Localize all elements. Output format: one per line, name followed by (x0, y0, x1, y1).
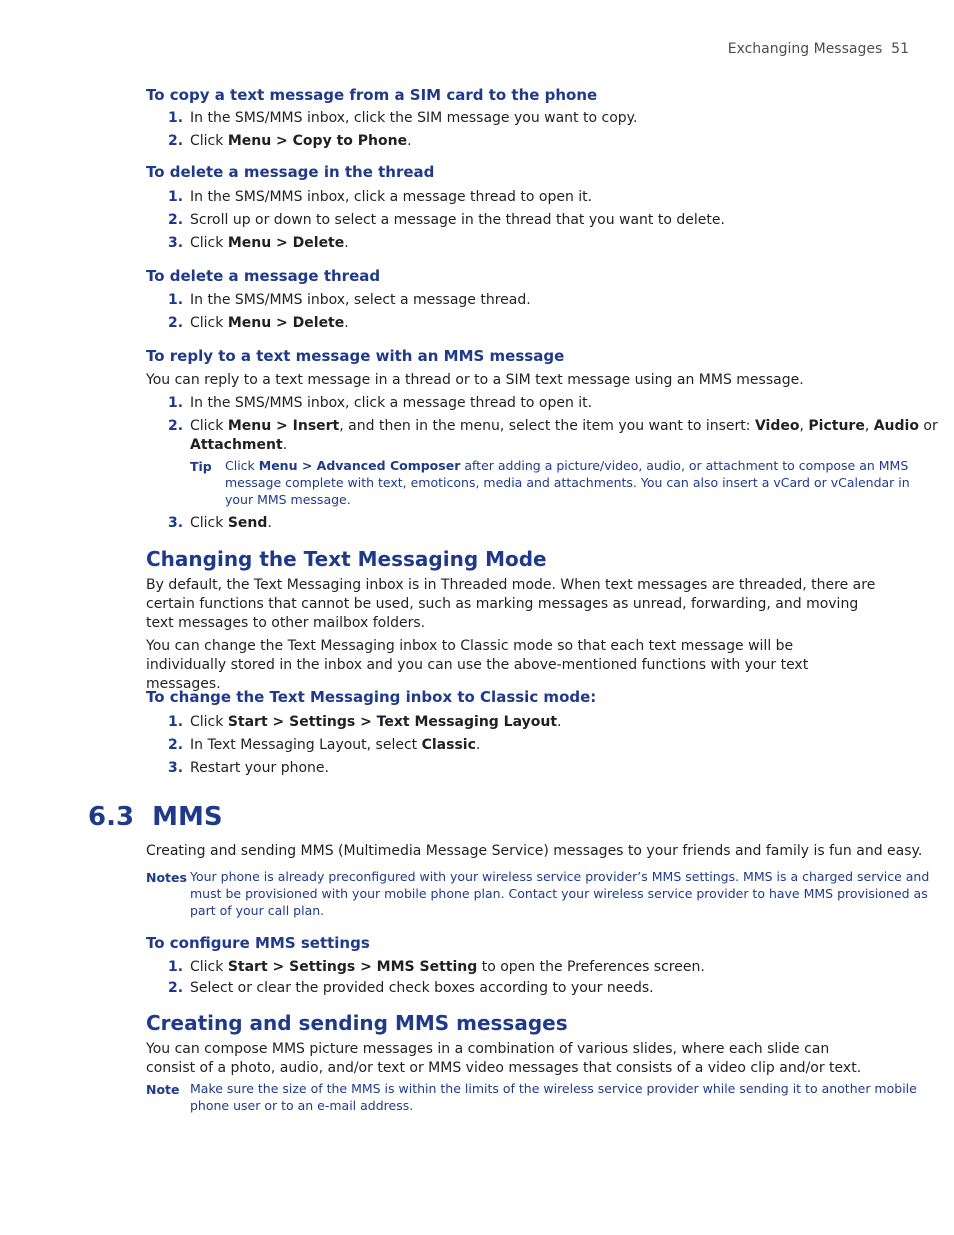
step-number: 1. (168, 292, 184, 308)
note-text: Make sure the size of the MMS is within the limits of the wireless service provider while sending it to another mobile (190, 1081, 917, 1096)
heading-classic-mode: To change the Text Messaging inbox to Classic mode: (146, 688, 597, 706)
heading-creating-mms: Creating and sending MMS messages (146, 1011, 568, 1035)
paragraph: By default, the Text Messaging inbox is in Threaded mode. When text messages are threaded, there are certain functions that cannot be used, such as marking messages as unread, forwarding, and moving text messages to other mailbox folders. (146, 577, 876, 631)
notes-label: Notes (146, 870, 187, 885)
paragraph: You can reply to a text message in a thread or to a SIM text message using an MMS message. (146, 372, 804, 388)
heading-changing-mode: Changing the Text Messaging Mode (146, 547, 547, 571)
page-number: 51 (891, 41, 909, 57)
step-number: 2. (168, 418, 184, 434)
step-number: 2. (168, 212, 184, 228)
step-text: Scroll up or down to select a message in the thread that you want to delete. (190, 212, 725, 228)
step-text: In the SMS/MMS inbox, click the SIM message you want to copy. (190, 110, 638, 126)
step-number: 1. (168, 189, 184, 205)
paragraph: You can compose MMS picture messages in a combination of various slides, where each slide can consist of a photo, audio, and/or text or MMS video messages that consists of a video clip and/or text. (146, 1041, 862, 1076)
step-text: Click Start > Settings > MMS Setting to open the Preferences screen. (190, 959, 705, 975)
header-text: Exchanging Messages (727, 41, 883, 57)
step-number: 2. (168, 133, 184, 149)
heading-reply-mms: To reply to a text message with an MMS message (146, 347, 565, 365)
step-text: Click Start > Settings > Text Messaging Layout. (190, 714, 562, 730)
note-text: phone user or to an e-mail address. (190, 1098, 414, 1113)
step-number: 3. (168, 515, 184, 531)
notes-text: Your phone is already preconfigured with your wireless service provider’s MMS settings. MMS is a charged service and (190, 869, 930, 884)
step-text: Click Menu > Insert, and then in the menu, select the item you want to insert: Video, Picture, Audio or (190, 418, 938, 434)
step-number: 1. (168, 395, 184, 411)
heading-copy-sim: To copy a text message from a SIM card to the phone (146, 86, 598, 104)
step-text: Click Menu > Delete. (190, 315, 349, 331)
step-number: 3. (168, 235, 184, 251)
step-text: In the SMS/MMS inbox, click a message thread to open it. (190, 395, 593, 411)
step-number: 2. (168, 980, 184, 996)
note-label: Note (146, 1082, 180, 1097)
step-number: 3. (168, 760, 184, 776)
step-number: 1. (168, 714, 184, 730)
step-text: Select or clear the provided check boxes according to your needs. (190, 980, 654, 996)
step-text: In the SMS/MMS inbox, click a message thread to open it. (190, 189, 593, 205)
heading-configure-mms: To configure MMS settings (146, 934, 370, 952)
tip-text: Click Menu > Advanced Composer after adding a picture/video, audio, or attachment to compose an MMS (225, 458, 909, 473)
step-number: 2. (168, 315, 184, 331)
paragraph: You can change the Text Messaging inbox to Classic mode so that each text message will be individually stored in the inbox and you can use the above-mentioned functions with your text messages. (146, 638, 809, 692)
heading-delete-thread: To delete a message thread (146, 267, 381, 285)
step-number: 2. (168, 737, 184, 753)
step-text: Click Menu > Copy to Phone. (190, 133, 412, 149)
step-text: Click Send. (190, 515, 272, 531)
step-number: 1. (168, 110, 184, 126)
step-text-continued: Attachment. (190, 437, 288, 453)
step-text: In Text Messaging Layout, select Classic. (190, 737, 481, 753)
heading-delete-message: To delete a message in the thread (146, 163, 435, 181)
notes-text: part of your call plan. (190, 903, 325, 918)
step-number: 1. (168, 959, 184, 975)
notes-text: must be provisioned with your mobile phone plan. Contact your wireless service provider to have MMS provisioned as (190, 886, 928, 901)
tip-text: message complete with text, emoticons, media and attachments. You can also insert a vCard or vCalendar in (225, 475, 910, 490)
page-header (728, 41, 909, 57)
paragraph: Creating and sending MMS (Multimedia Message Service) messages to your friends and family is fun and easy. (146, 843, 923, 859)
tip-label: Tip (190, 459, 212, 474)
chapter-heading-mms: 6.3 MMS (88, 802, 223, 832)
step-text: Click Menu > Delete. (190, 235, 349, 251)
tip-text: your MMS message. (225, 492, 351, 507)
step-text: Restart your phone. (190, 760, 329, 776)
step-text: In the SMS/MMS inbox, select a message thread. (190, 292, 531, 308)
